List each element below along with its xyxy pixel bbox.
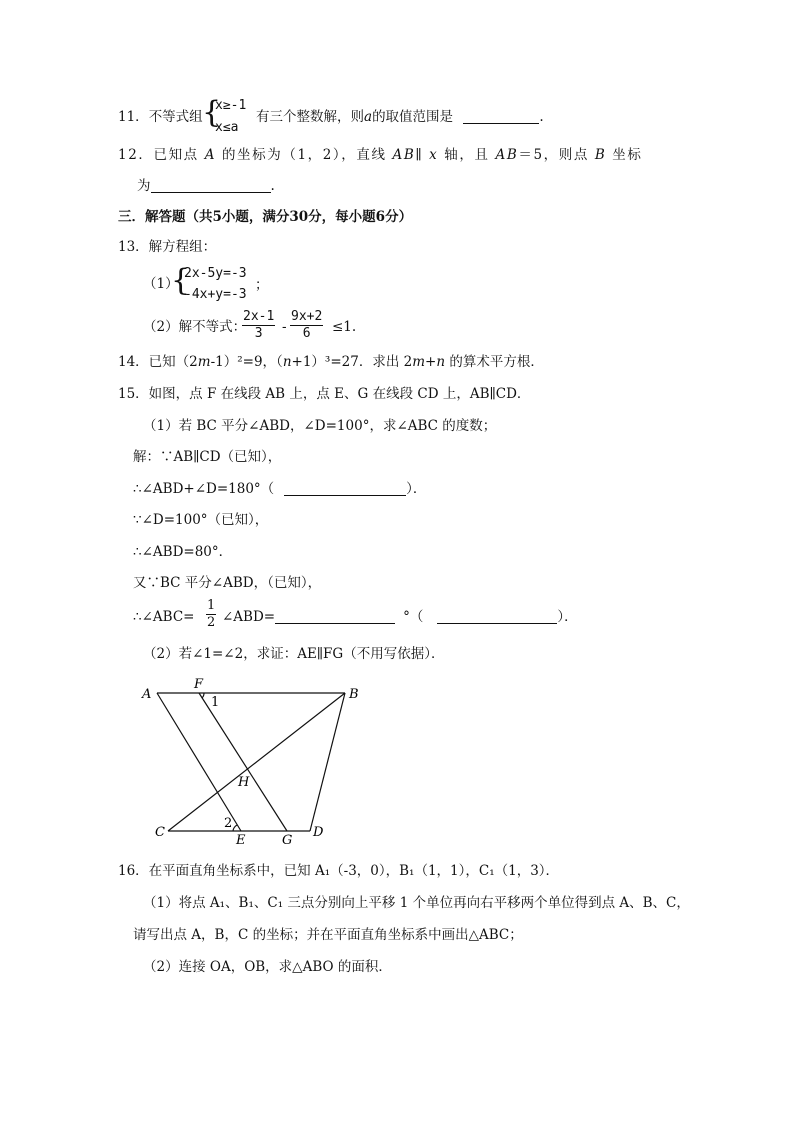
q15-reason-blank-1[interactable] [284, 481, 406, 496]
q11-ineq2: x≤a [215, 120, 239, 135]
segment-BD [310, 693, 345, 831]
q13-frac1: $\frac{2x-1}{3}$ [243, 309, 275, 341]
q15-part2: （2）若∠1=∠2，求证：AE∥FG（不用写依据）． [143, 646, 445, 662]
q13-part1-label: （1） [143, 276, 179, 292]
q11-ineq1: x≥-1 [215, 98, 247, 113]
q13-title: 13．解方程组： [118, 239, 217, 255]
label-1: 1 [211, 695, 220, 710]
q15-reason-blank-2[interactable] [437, 609, 557, 624]
q14-line: 14．已知（2m-1）²=9，（n+1）³=27．求出 2m+n 的算术平方根． [118, 354, 544, 370]
label-2: 2 [224, 816, 233, 831]
q11-suffix: 有三个整数解，则a的取值范围是 . [256, 109, 544, 125]
angle-2-arc [233, 825, 237, 831]
q13-eq1: 2x-5y=-3 [184, 266, 247, 281]
label-A: A [142, 687, 152, 702]
q12-answer-blank[interactable] [151, 178, 271, 193]
geometry-figure [140, 676, 370, 846]
q13-part1-end: ； [255, 277, 269, 293]
q13-part2-label: （2）解不等式： [143, 319, 247, 335]
q15-part1: （1）若 BC 平分∠ABD，∠D=100°，求∠ABC 的度数； [143, 418, 497, 434]
segment-BC [168, 693, 345, 831]
q11-answer-blank[interactable] [463, 109, 539, 124]
q12-line1: 12．已知点 A 的坐标为（1，2），直线 AB∥ x 轴，且 AB＝5，则点 B 坐标 [118, 147, 643, 163]
q16-line1: 16．在平面直角坐标系中，已知 A₁（-3，0），B₁（1，1），C₁（1，3）． [118, 863, 560, 879]
q12-line2: 为 . [137, 178, 275, 194]
q16-line4: （2）连接 OA，OB，求△ABO 的面积． [143, 959, 392, 975]
q15-step1: 解：∵AB∥CD（已知）， [133, 449, 282, 465]
q15-step6-b: ∠ABD= °（ ）． [222, 609, 578, 625]
q15-step6-a: ∴∠ABC= [133, 609, 195, 625]
label-B: B [349, 687, 359, 702]
label-G: G [282, 833, 293, 846]
q15-step5: 又∵BC 平分∠ABD，（已知）， [133, 575, 322, 591]
q13-tail: ≤1. [332, 319, 357, 335]
label-F: F [194, 677, 204, 692]
q15-intro: 15．如图，点 F 在线段 AB 上，点 E、G 在线段 CD 上，AB∥CD． [118, 386, 531, 402]
q15-angle-blank[interactable] [275, 609, 395, 624]
label-H: H [238, 775, 250, 790]
label-D: D [313, 825, 324, 840]
q13-frac2: $\frac{9x+2}{6}$ [291, 309, 323, 341]
q11-number: 11． [118, 109, 149, 125]
q16-line3: 请写出点 A，B，C 的坐标；并在平面直角坐标系中画出△ABC； [133, 927, 523, 943]
label-C: C [155, 825, 165, 840]
segment-FG [199, 693, 287, 831]
q13-minus: - [282, 319, 287, 335]
q11-prefix: 不等式组 [148, 109, 203, 125]
q15-step2: ∴∠ABD+∠D=180°（ ）． [133, 481, 427, 497]
angle-1-arc [202, 693, 204, 698]
q15-step4: ∴∠ABD=80°． [133, 544, 233, 560]
q15-step3: ∵∠D=100°（已知）， [133, 512, 269, 528]
label-E: E [236, 833, 246, 846]
q15-half: $\frac{1}{2}$ [207, 598, 216, 630]
section3-title: 三．解答题（共5小题，满分30分，每小题6分） [118, 209, 413, 225]
q13-eq2: -4x+y=-3 [184, 287, 247, 302]
q13-brace: { [171, 263, 191, 298]
segment-AE [157, 693, 241, 831]
q11-line [118, 108, 203, 126]
q11-brace: { [202, 95, 222, 130]
q16-line2: （1）将点 A₁、B₁、C₁ 三点分别向上平移 1 个单位再向右平移两个单位得到点 A、B、C， [143, 895, 690, 911]
